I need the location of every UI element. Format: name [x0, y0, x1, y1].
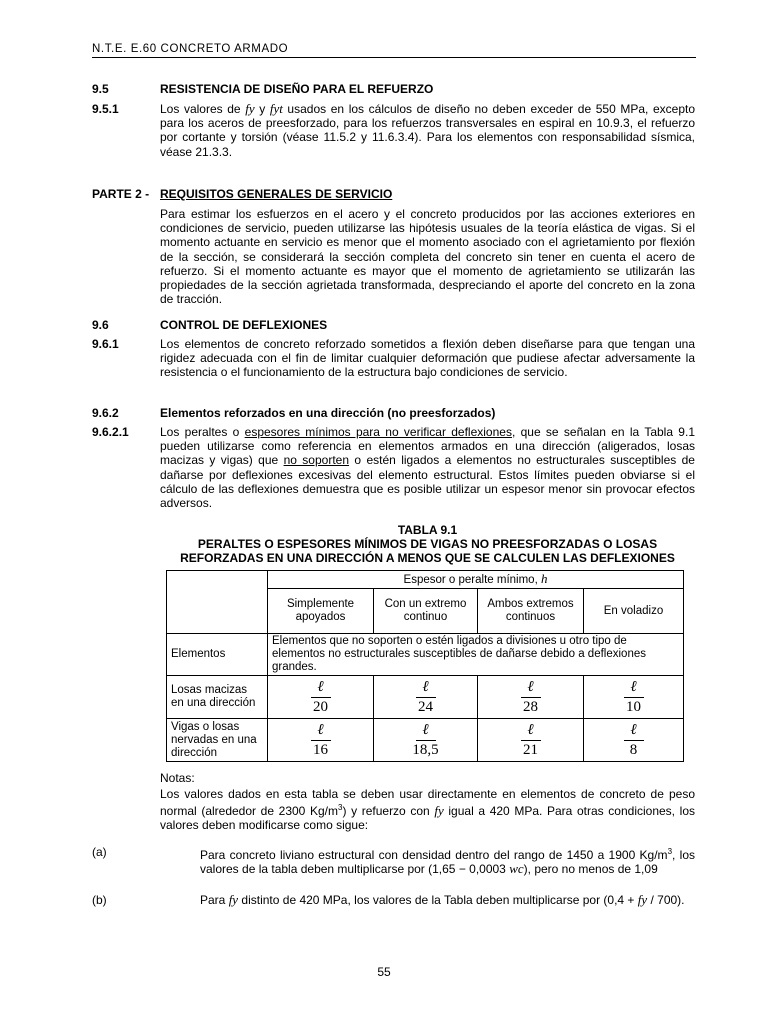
- part-title: REQUISITOS GENERALES DE SERVICIO: [160, 187, 393, 201]
- note-b-text: Para fy distinto de 420 MPa, los valores de la Tabla deben multiplicarse por (0,4 + fy / 700).: [200, 892, 685, 907]
- table-cell: $\frac{\text{ℓ}}{20}$: [268, 676, 374, 719]
- note-a-text: Para concreto liviano estructural con densidad dentro del rango de 1450 a 1900 $Kg/m^3$, los valores de la tabla deben multiplicarse por (1,65 − 0,0003 wc), pero no menos de 1,09: [200, 847, 695, 877]
- table-cell: $\frac{\text{ℓ}}{8}$: [584, 719, 684, 762]
- table-caption-line-1: PERALTES O ESPESORES MÍNIMOS DE VIGAS NO PREESFORZADAS O LOSAS: [197, 537, 658, 551]
- row-label-vigas-nervadas: Vigas o losas nervadas en una dirección: [167, 719, 268, 762]
- table-cell: $\frac{\text{ℓ}}{24}$: [374, 676, 478, 719]
- table-cell: $\frac{\text{ℓ}}{28}$: [478, 676, 584, 719]
- section-number-9-6: 9.6: [92, 318, 109, 332]
- table-caption-number: TABLA 9.1: [397, 523, 458, 537]
- paragraph-9-6-2-1: Los peraltes o espesores mínimos para no verificar deflexiones, que se señalan en la Tabla 9.1 pueden utilizarse como referencia en elementos armados en una dirección (aligerados, losas macizas y vigas) que no soporten o estén ligados a elementos no estructurales susceptibles de dañarse por deflexiones excesivas del elemento estructural. Estos límites pueden obviarse si el cálculo de las deflexiones demuestra que es posible utilizar un espesor menor sin provocar efectos adversos.: [160, 425, 695, 511]
- section-number-9-5-1: 9.5.1: [92, 102, 119, 116]
- paragraph-parte-2: Para estimar los esfuerzos en el acero y el concreto producidos por las acciones exteriores en condiciones de servicio, pueden utilizarse las hipótesis usuales de la teoría elástica de vigas. Si el momento actuante en servicio es menor que el momento asociado con el agrietamiento por flexión de la sección, se considerará la sección completa del concreto sin tener en cuenta el acero de refuerzo. Si el momento actuante es mayor que el momento de agrietamiento se utilizarán las propiedades de la sección agrietada transformada, despreciando el aporte del concreto en la zona de tracción.: [160, 207, 695, 307]
- table-corner-cell: [167, 571, 268, 634]
- section-number-9-6-2: 9.6.2: [92, 406, 119, 420]
- table-cell: $\frac{\text{ℓ}}{16}$: [268, 719, 374, 762]
- col-header-simplemente-apoyados: Simplemente apoyados: [268, 589, 374, 634]
- section-number-9-6-2-1: 9.6.2.1: [92, 425, 129, 439]
- col-header-en-voladizo: En voladizo: [584, 589, 684, 634]
- table-group-header: Espesor o peralte mínimo, h: [268, 571, 684, 589]
- table-cell: $\frac{\text{ℓ}}{18,5}$: [374, 719, 478, 762]
- section-number-9-6-1: 9.6.1: [92, 337, 119, 351]
- table-cell: $\frac{\text{ℓ}}{21}$: [478, 719, 584, 762]
- section-number-9-5: 9.5: [92, 82, 109, 96]
- notes-title: Notas:: [160, 771, 195, 785]
- note-b-label: (b): [92, 893, 107, 907]
- section-title-9-6: CONTROL DE DEFLEXIONES: [160, 318, 328, 332]
- section-title-9-5: RESISTENCIA DE DISEÑO PARA EL REFUERZO: [160, 82, 434, 96]
- notes-paragraph: Los valores dados en esta tabla se deben usar directamente en elementos de concreto de peso normal (alrededor de 2300 $Kg/m^3$) y refuerzo con fy igual a 420 MPa. Para otras condiciones, los valores deben modificarse como sigue:: [160, 787, 695, 833]
- col-header-ambos-extremos-continuos: Ambos extremos continuos: [478, 589, 584, 634]
- running-header: N.T.E. E.60 CONCRETO ARMADO: [92, 43, 696, 58]
- note-a-label: (a): [92, 845, 107, 859]
- table-cell: $\frac{\text{ℓ}}{10}$: [584, 676, 684, 719]
- table-note-row: Elementos que no soporten o estén ligados a divisiones u otro tipo de elementos no estructurales susceptibles de dañarse debido a deflexiones grandes.: [268, 634, 684, 676]
- paragraph-9-5-1: Los valores de fy y fyt usados en los cálculos de diseño no deben exceder de 550 MPa, excepto para los aceros de preesforzado, para los refuerzos transversales en espiral en 10.9.3, el refuerzo por cortante y torsión (véase 11.5.2 y 11.6.3.4). Para los elementos con responsabilidad sísmica, véase 21.3.3.: [160, 101, 695, 159]
- section-title-9-6-2: Elementos reforzados en una dirección (no preesforzados): [160, 406, 496, 420]
- paragraph-9-6-1: Los elementos de concreto reforzado sometidos a flexión deben diseñarse para que tengan una rigidez adecuada con el fin de limitar cualquier deformación que pudiese afectar adversamente la resistencia o el funcionamiento de la estructura bajo condiciones de servicio.: [160, 337, 695, 380]
- row-header-elementos: Elementos: [167, 634, 268, 676]
- table-9-1: [166, 570, 684, 762]
- page-number: 55: [377, 965, 391, 979]
- col-header-un-extremo-continuo: Con un extremo continuo: [374, 589, 478, 634]
- row-label-losas-macizas: Losas macizas en una dirección: [167, 676, 268, 719]
- part-label: PARTE 2 -: [92, 187, 150, 201]
- table-caption-line-2: REFORZADAS EN UNA DIRECCIÓN A MENOS QUE SE CALCULEN LAS DEFLEXIONES: [180, 551, 675, 565]
